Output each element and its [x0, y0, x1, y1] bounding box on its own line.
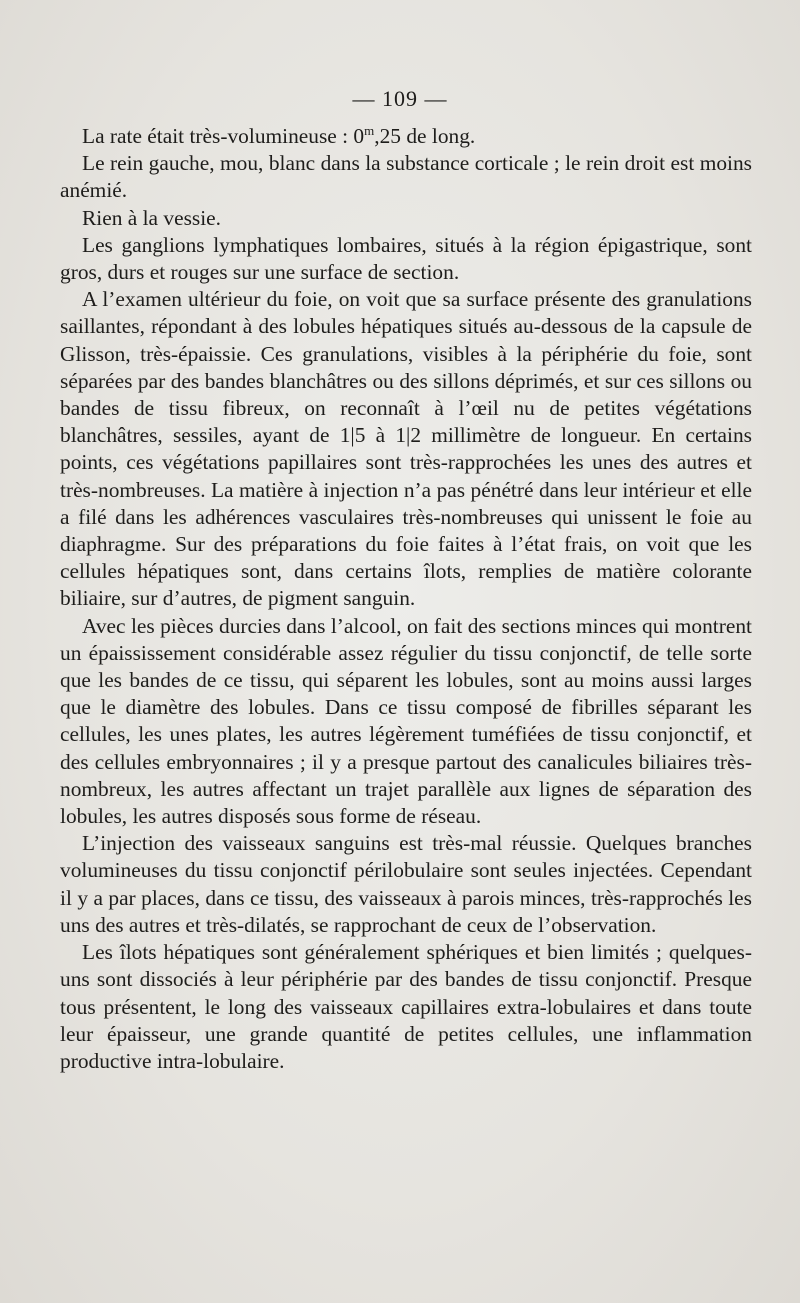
body-text [60, 123, 752, 1075]
paragraph-ganglions: Les ganglions lymphatiques lombaires, situés à la région épigastrique, sont gros, durs et rouges sur une surface de section. [60, 232, 752, 285]
paragraph-spleen-text: La rate était très-volumineuse : 0 [82, 124, 365, 148]
paragraph-bladder: Rien à la vessie. [82, 205, 221, 230]
paragraph-kidney: Le rein gauche, mou, blanc dans la substance corticale ; le rein droit est moins anémié. [60, 151, 752, 203]
paragraph-injection: L’injection des vaisseaux sanguins est très-mal réussie. Quelques branches volumineuses du tissu conjonctif périlobulaire sont seules injectées. Cependant il y a par places, dans ce tissu, des vaisseaux à parois minces, très-rapprochés les uns des autres et très-dilatés, se rapprochant de ceux de l’observation. [60, 831, 752, 937]
paragraph-spleen [60, 123, 752, 150]
paragraph-spleen-text-end: ,25 de long. [374, 124, 476, 148]
superscript-unit: m [364, 122, 375, 138]
paragraph-liver-exam: A l’examen ultérieur du foie, on voit que sa surface présente des granulations saillantes, répondant à des lobules hépatiques situés au-dessous de la capsule de Glisson, très-épaissie. Ces granulations, visibles à la périphérie du foie, sont séparées par des bandes blanchâtres ou des sillons déprimés, et sur ces sillons ou bandes de tissu fibreux, on reconnaît à l’œil nu de petites végétations blanchâtres, sessiles, ayant de 1|5 à 1|2 millimètre de longueur. En certains points, ces végétations papillaires sont très-rapprochées les unes des autres et très-nombreuses. La matière à injection n’a pas pénétré dans leur intérieur et elle a filé dans les adhérences vasculaires très-nombreuses qui unissent le foie au diaphragme. Sur des préparations du foie faites à l’état frais, on voit que les cellules hépatiques sont, dans certains îlots, remplies de matière colorante biliaire, sur d’autres, de pigment sanguin. [60, 287, 752, 611]
paragraph-alcohol-sections: Avec les pièces durcies dans l’alcool, on fait des sections minces qui montrent un épaississement considérable assez régulier du tissu conjonctif, de telle sorte que les bandes de ce tissu, qui séparent les lobules, sont au moins aussi larges que le diamètre des lobules. Dans ce tissu composé de fibrilles séparant les cellules, les unes plates, les autres légèrement tuméfiées de tissu conjonctif, et des cellules embryonnaires ; il y a presque partout des canalicules biliaires très-nombreux, les autres affectant un trajet parallèle aux lignes de séparation des lobules, les autres disposés sous forme de réseau. [60, 613, 752, 829]
page-number: — 109 — [352, 86, 448, 111]
paragraph-hepatic-islets: Les îlots hépatiques sont généralement sphériques et bien limités ; quelques-uns sont dissociés à leur périphérie par des bandes de tissu conjonctif. Presque tous présentent, le long des vaisseaux capillaires extra-lobulaires et dans toute leur épaisseur, une grande quantité de petites cellules, une inflammation productive intra-lobulaire. [60, 940, 752, 1073]
